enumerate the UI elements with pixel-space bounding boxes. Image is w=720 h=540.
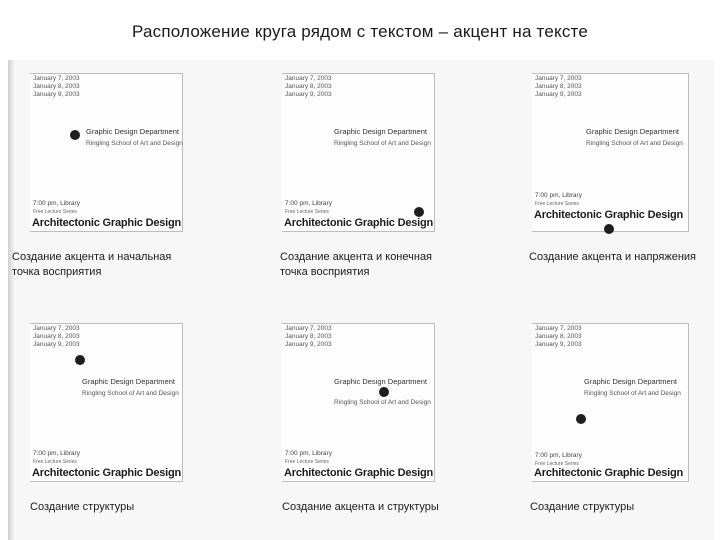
school-name: Ringling School of Art and Design [584,390,681,397]
poster-title: Architectonic Graphic Design [32,217,182,229]
event-time: 7:00 pm, Library [535,452,582,459]
poster-title: Architectonic Graphic Design [284,217,434,229]
date-line: January 8, 2003 [33,83,80,90]
school-name: Ringling School of Art and Design [586,140,683,147]
date-list [285,75,332,99]
date-line: January 7, 2003 [535,325,582,332]
date-line: January 7, 2003 [33,325,80,332]
poster-title: Architectonic Graphic Design [284,467,434,479]
lecture-series: Free Lecture Series [33,209,77,215]
department-name: Graphic Design Department [334,127,427,136]
event-time: 7:00 pm, Library [33,450,80,457]
date-list [535,325,582,349]
poster-panel-4 [30,323,183,482]
panel-caption: Создание акцента и конечная точка восприятия [280,251,433,278]
date-line: January 8, 2003 [535,83,582,90]
accent-circle [379,387,389,397]
event-time: 7:00 pm, Library [33,200,80,207]
department-name: Graphic Design Department [584,377,677,386]
date-list [535,75,582,99]
date-line: January 9, 2003 [33,91,80,98]
date-line: January 7, 2003 [535,75,582,82]
lecture-series: Free Lecture Series [535,201,579,207]
poster-panel-6 [532,323,689,482]
date-list [285,325,332,349]
school-name: Ringling School of Art and Design [86,140,183,147]
lecture-series: Free Lecture Series [285,209,329,215]
panel-caption: Создание структуры [530,501,635,513]
date-list [33,75,80,99]
date-line: January 9, 2003 [285,341,332,348]
poster-panel-3 [532,73,689,232]
panel-caption: Создание акцента и начальная точка восприятия [12,251,172,278]
lecture-series: Free Lecture Series [535,461,579,467]
school-name: Ringling School of Art and Design [334,140,431,147]
slide-title: Расположение круга рядом с текстом – акцент на тексте [132,22,588,41]
date-line: January 8, 2003 [285,83,332,90]
poster-panel-1 [30,73,183,232]
date-line: January 9, 2003 [535,341,582,348]
accent-circle [576,414,586,424]
event-time: 7:00 pm, Library [535,192,582,199]
scan-edge-shadow [8,60,14,540]
accent-circle [70,130,80,140]
date-line: January 9, 2003 [33,341,80,348]
poster-panel-5 [282,323,435,482]
department-name: Graphic Design Department [334,377,427,386]
school-name: Ringling School of Art and Design [82,390,179,397]
date-line: January 8, 2003 [285,333,332,340]
date-list [33,325,80,349]
date-line: January 9, 2003 [285,91,332,98]
date-line: January 8, 2003 [33,333,80,340]
date-line: January 9, 2003 [535,91,582,98]
school-name: Ringling School of Art and Design [334,399,431,406]
department-name: Graphic Design Department [586,127,679,136]
event-time: 7:00 pm, Library [285,200,332,207]
accent-circle [414,207,424,217]
poster-title: Architectonic Graphic Design [534,209,684,221]
poster-panel-2 [282,73,435,232]
accent-circle [604,224,614,234]
accent-circle [75,355,85,365]
lecture-series: Free Lecture Series [285,459,329,465]
panel-caption: Создание акцента и напряжения [529,251,697,263]
date-line: January 8, 2003 [535,333,582,340]
panel-caption: Создание акцента и структуры [282,501,439,513]
date-line: January 7, 2003 [285,325,332,332]
panel-caption: Создание структуры [30,501,135,513]
lecture-series: Free Lecture Series [33,459,77,465]
poster-title: Architectonic Graphic Design [534,467,684,479]
poster-title: Architectonic Graphic Design [32,467,182,479]
event-time: 7:00 pm, Library [285,450,332,457]
department-name: Graphic Design Department [86,127,179,136]
date-line: January 7, 2003 [285,75,332,82]
department-name: Graphic Design Department [82,377,175,386]
date-line: January 7, 2003 [33,75,80,82]
